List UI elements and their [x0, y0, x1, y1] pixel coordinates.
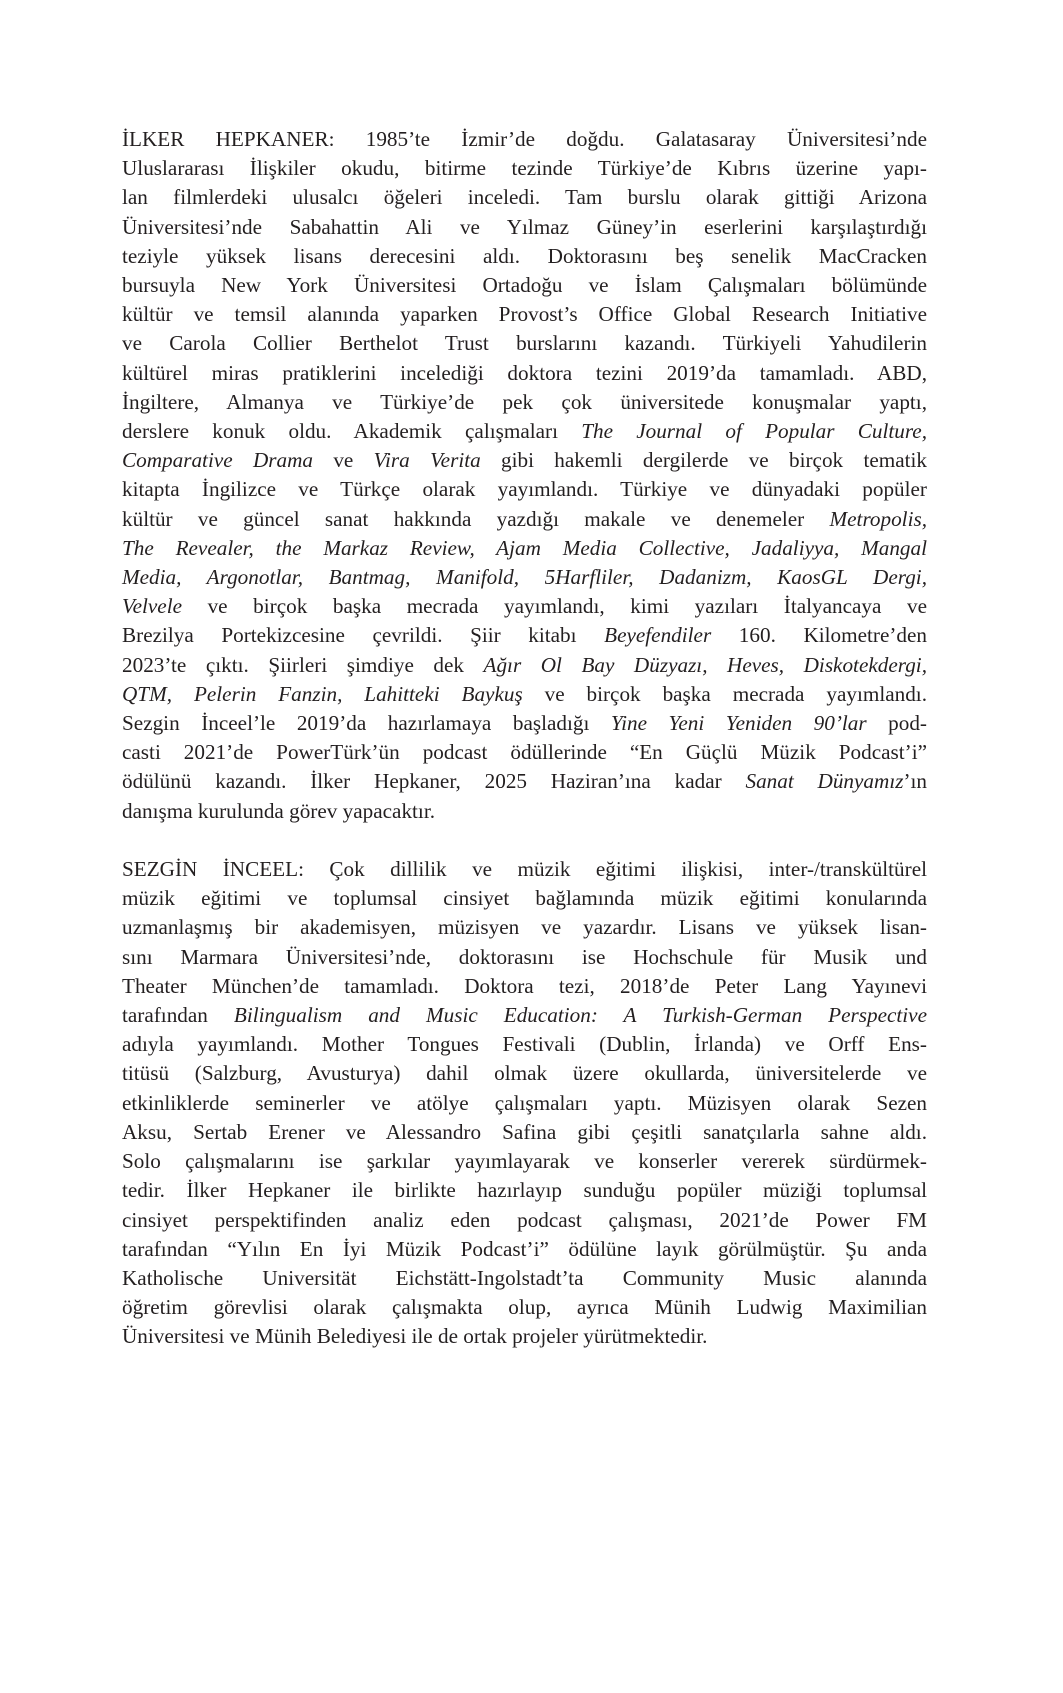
text-run: Theater München’de tamamladı. Doktora tezi, 2018’de Peter Lang Yayınevi — [122, 973, 927, 998]
text-run: ve birçok başka mecrada yayımlandı, kimi yazıları İtalyancaya ve — [181, 594, 927, 619]
text-line — [122, 417, 927, 446]
text-run: Sezgin İnceel’le 2019’da hazırlamaya başladığı — [122, 711, 611, 736]
italic-title: Media, Argonotlar, Bantmag, Manifold, 5Harfliler, Dadanizm, KaosGL Dergi, — [122, 565, 927, 590]
text-run: ’ın — [903, 769, 927, 794]
text-run: cinsiyet perspektifinden analiz eden podcast çalışması, 2021’de Power FM — [122, 1207, 927, 1232]
text-run: Katholische Universität Eichstätt-Ingolstadt’ta Community Music alanında — [122, 1265, 927, 1290]
text-run: İLKER HEPKANER: 1985’te İzmir’de doğdu. Galatasaray Üniversitesi’nde — [122, 127, 927, 151]
text-line — [122, 621, 927, 650]
text-line — [122, 913, 927, 942]
text-run: ve Carola Collier Berthelot Trust burslarını kazandı. Türkiyeli Yahudilerin — [122, 331, 927, 356]
text-run: Aksu, Sertab Erener ve Alessandro Safina gibi çeşitli sanatçılarla sahne aldı. — [122, 1119, 927, 1144]
text-line — [122, 563, 927, 592]
text-run: uzmanlaşmış bir akademisyen, müzisyen ve yazardır. Lisans ve yüksek lisan- — [122, 915, 927, 940]
text-line — [122, 972, 927, 1001]
text-run: İngiltere, Almanya ve Türkiye’de pek çok üniversitede konuşmalar yaptı, — [122, 389, 927, 414]
text-line — [122, 475, 927, 504]
text-run: Solo çalışmalarını ise şarkılar yayımlayarak ve konserler vererek sürdürmek- — [122, 1149, 927, 1174]
text-line — [122, 125, 927, 154]
italic-title: Yine Yeni Yeniden 90’lar — [610, 711, 867, 736]
text-run: gibi hakemli dergilerde ve birçok tematik — [480, 448, 928, 473]
italic-title: Ağır Ol Bay Düzyazı, Heves, Diskotekdergi, — [483, 652, 927, 677]
text-run: casti 2021’de PowerTürk’ün podcast ödüllerinde “En Güçlü Müzik Podcast’i” — [122, 740, 927, 765]
italic-title: Vira Verita — [373, 448, 481, 473]
text-line — [122, 359, 927, 388]
text-run: danışma kurulunda görev yapacaktır. — [122, 798, 436, 823]
text-run: tarafından “Yılın En İyi Müzik Podcast’i” ödülüne layık görülmüştür. Şu anda — [122, 1236, 927, 1261]
text-line — [122, 329, 927, 358]
text-line — [122, 709, 927, 738]
text-line — [122, 884, 927, 913]
text-run: 2023’te çıktı. Şiirleri şimdiye dek — [122, 652, 484, 677]
bio-ilker-hepkaner — [122, 125, 927, 826]
text-run: pod- — [866, 711, 927, 736]
page-body — [122, 125, 927, 1352]
text-line — [122, 767, 927, 796]
text-line — [122, 1030, 927, 1059]
text-run: ödülünü kazandı. İlker Hepkaner, 2025 Haziran’ına kadar — [122, 769, 746, 794]
text-line — [122, 154, 927, 183]
text-line — [122, 213, 927, 242]
text-line — [122, 1059, 927, 1088]
text-run: kitapta İngilizce ve Türkçe olarak yayımlandı. Türkiye ve dünyadaki popüler — [122, 477, 927, 502]
text-line — [122, 1147, 927, 1176]
italic-title: QTM, Pelerin Fanzin, Lahitteki Baykuş — [122, 681, 523, 706]
text-line — [122, 592, 927, 621]
text-line — [122, 651, 927, 680]
text-run: teziyle yüksek lisans derecesini aldı. Doktorasını beş senelik MacCracken — [122, 243, 927, 268]
text-run: tarafından — [122, 1003, 234, 1028]
italic-title: Sanat Dünyamız — [745, 769, 904, 794]
text-run: Üniversitesi’nde Sabahattin Ali ve Yılmaz Güney’in eserlerini karşılaştırdığı — [122, 214, 927, 239]
text-run: kültür ve güncel sanat hakkında yazdığı makale ve denemeler — [122, 506, 830, 531]
text-line — [122, 1001, 927, 1030]
italic-title: Beyefendiler — [604, 623, 712, 648]
text-run: öğretim görevlisi olarak çalışmakta olup, ayrıca Münih Ludwig Maximilian — [122, 1295, 927, 1320]
text-run: Üniversitesi ve Münih Belediyesi ile de ortak projeler yürütmektedir. — [122, 1324, 708, 1349]
text-line — [122, 943, 927, 972]
text-run: bursuyla New York Üniversitesi Ortadoğu ve İslam Çalışmaları bölümünde — [122, 273, 927, 298]
text-run: titüsü (Salzburg, Avusturya) dahil olmak üzere okullarda, üniversitelerde ve — [122, 1061, 927, 1086]
text-line — [122, 680, 927, 709]
text-line — [122, 534, 927, 563]
text-run: Uluslararası İlişkiler okudu, bitirme tezinde Türkiye’de Kıbrıs üzerine yapı- — [122, 156, 927, 181]
text-run: derslere konuk oldu. Akademik çalışmaları — [122, 419, 582, 444]
text-run: 160. Kilometre’den — [711, 623, 928, 648]
text-line — [122, 1322, 927, 1351]
bio-sezgin-inceel — [122, 855, 927, 1351]
text-run: lan filmlerdeki ulusalcı öğeleri inceledi. Tam burslu olarak gittiği Arizona — [122, 185, 927, 210]
text-run: sını Marmara Üniversitesi’nde, doktorasını ise Hochschule für Musik und — [122, 944, 927, 969]
text-line — [122, 797, 927, 826]
text-line — [122, 1235, 927, 1264]
text-run: adıyla yayımlandı. Mother Tongues Festivali (Dublin, İrlanda) ve Orff Ens- — [122, 1032, 927, 1057]
text-line — [122, 271, 927, 300]
text-line — [122, 300, 927, 329]
text-line — [122, 855, 927, 884]
text-run: kültür ve temsil alanında yaparken Provost’s Office Global Research Initiative — [122, 302, 927, 327]
text-line — [122, 183, 927, 212]
italic-title: The Revealer, the Markaz Review, Ajam Media Collective, Jadaliyya, Mangal — [122, 535, 927, 560]
italic-title: Comparative Drama — [122, 448, 313, 473]
text-line — [122, 1089, 927, 1118]
italic-title: Bilingualism and Music Education: A Turkish-German Perspective — [233, 1003, 927, 1028]
text-run: SEZGİN İNCEEL: Çok dillilik ve müzik eğitimi ilişkisi, inter-/transkültürel — [122, 857, 927, 882]
text-line — [122, 1293, 927, 1322]
text-run: Brezilya Portekizcesine çevrildi. Şiir kitabı — [122, 623, 605, 648]
text-line — [122, 388, 927, 417]
text-line — [122, 505, 927, 534]
text-line — [122, 1206, 927, 1235]
text-line — [122, 1118, 927, 1147]
text-line — [122, 738, 927, 767]
italic-title: Velvele — [122, 594, 182, 619]
text-line — [122, 1176, 927, 1205]
text-line — [122, 242, 927, 271]
text-run: etkinliklerde seminerler ve atölye çalışmaları yaptı. Müzisyen olarak Sezen — [122, 1090, 927, 1115]
text-run: tedir. İlker Hepkaner ile birlikte hazırlayıp sunduğu popüler müziği toplumsal — [122, 1178, 927, 1203]
text-run: kültürel miras pratiklerini incelediği doktora tezini 2019’da tamamladı. ABD, — [122, 360, 927, 385]
text-run: müzik eğitimi ve toplumsal cinsiyet bağlamında müzik eğitimi konularında — [122, 886, 927, 911]
italic-title: Metropolis, — [829, 506, 927, 531]
text-line — [122, 1264, 927, 1293]
text-run: ve birçok başka mecrada yayımlandı. — [522, 681, 927, 706]
text-run: ve — [313, 448, 374, 473]
text-line — [122, 446, 927, 475]
italic-title: The Journal of Popular Culture, — [581, 419, 927, 444]
